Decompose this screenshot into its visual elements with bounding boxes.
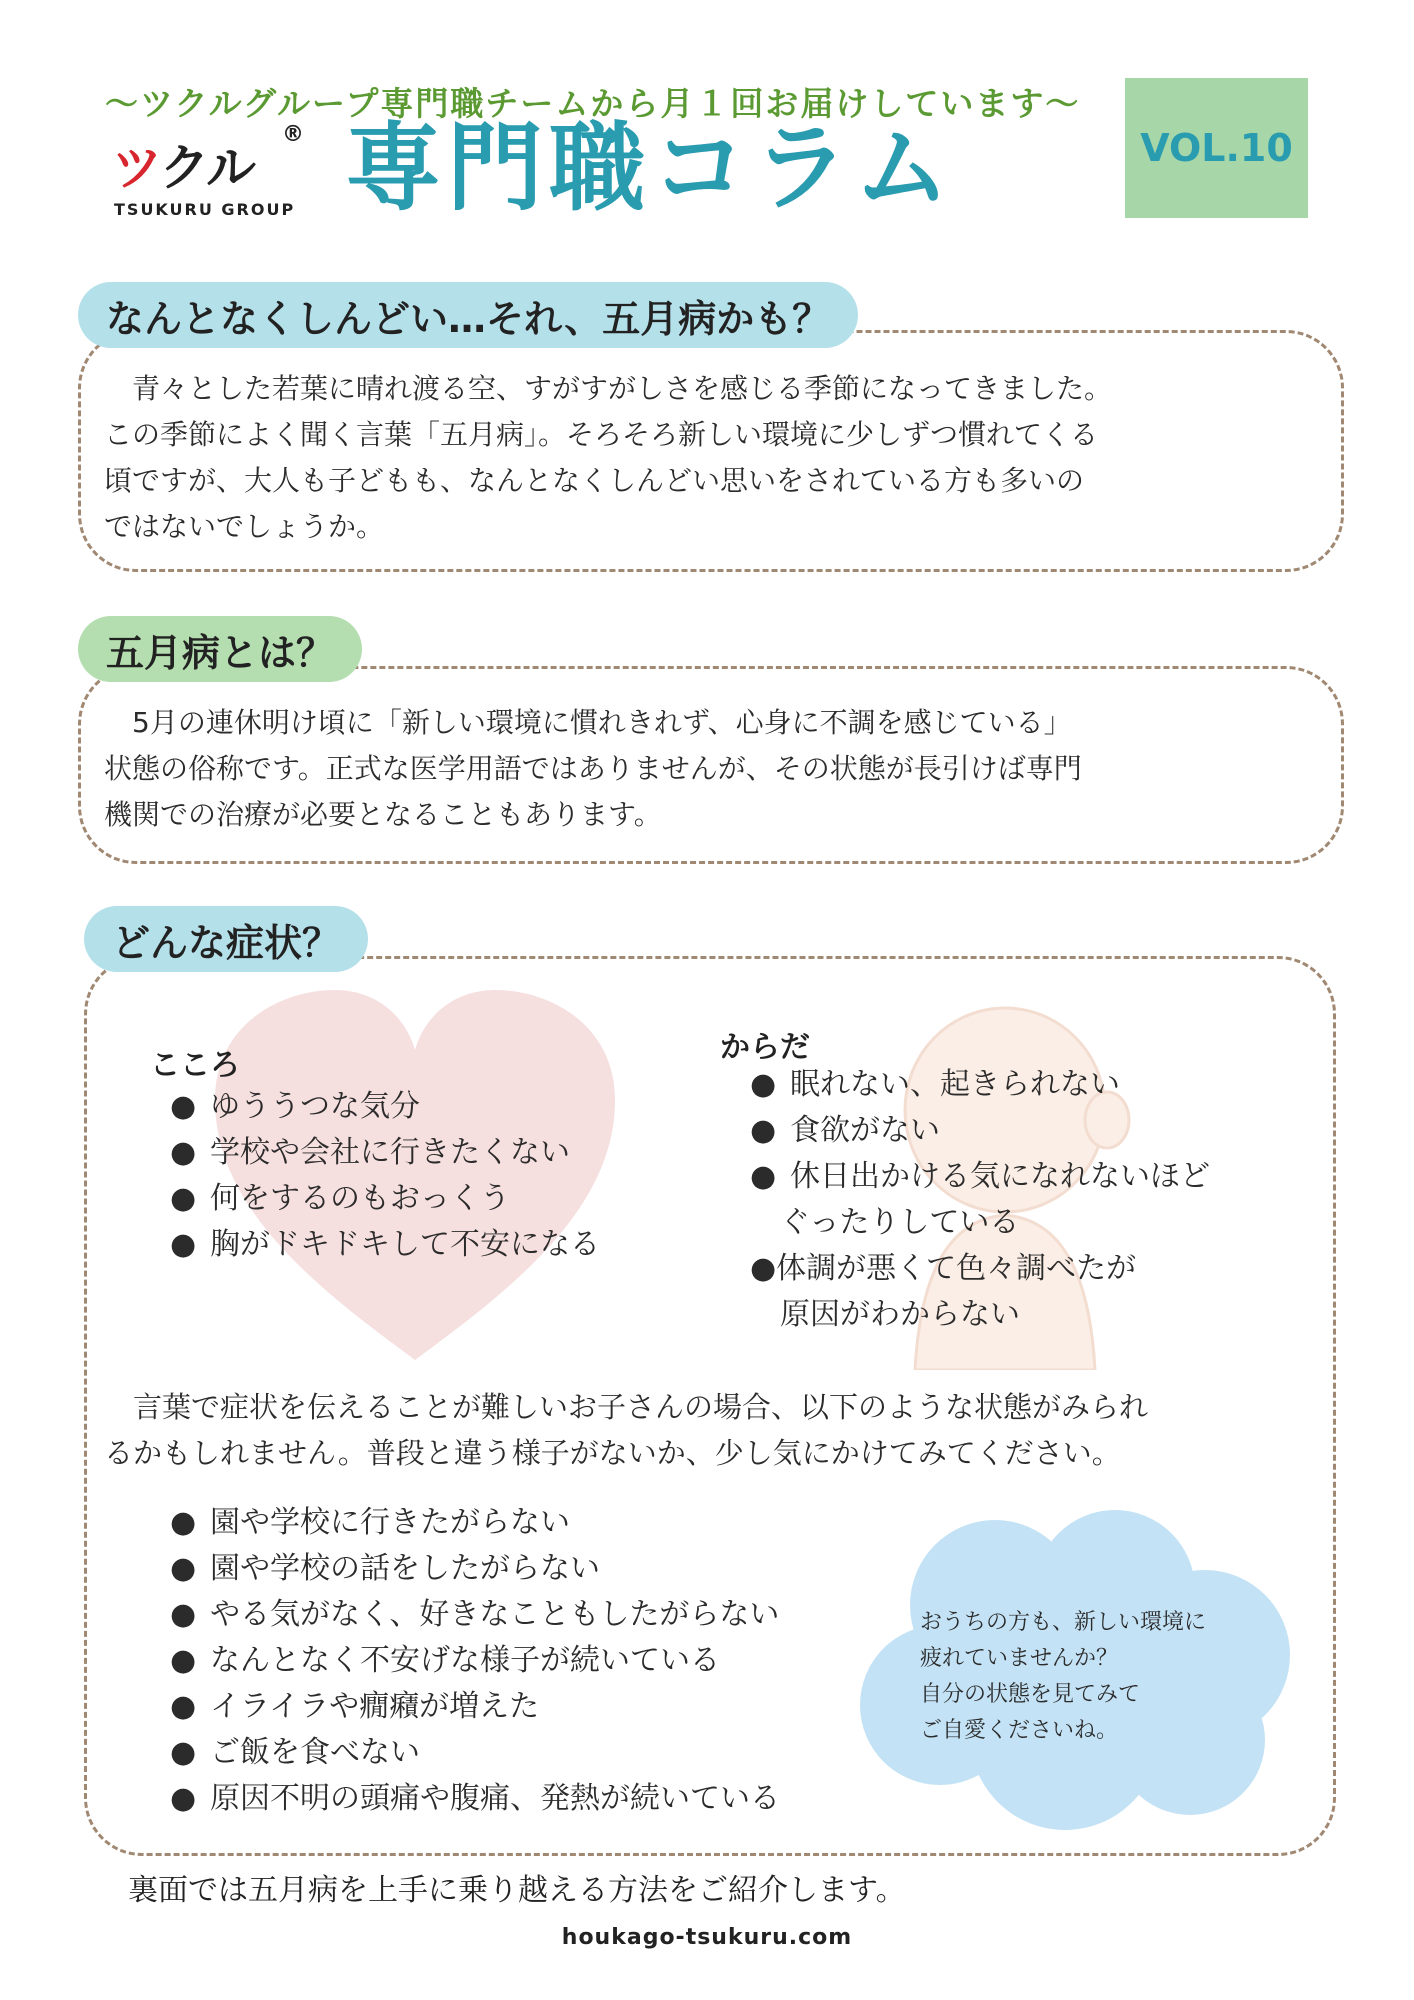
bullet-icon: ● — [170, 1597, 197, 1632]
cloud-message — [920, 1605, 1206, 1749]
list-item-continuation: 原因がわからない — [780, 1297, 1020, 1332]
list-item: ●体調が悪くて色々調べたが — [750, 1251, 1137, 1286]
list-item: ● 原因不明の頭痛や腹痛、発熱が続いている — [170, 1776, 780, 1822]
bullet-icon: ● — [170, 1181, 197, 1216]
volume-badge: VOL.10 — [1125, 78, 1308, 218]
cloud-line: 疲れていませんか？ — [920, 1646, 1119, 1671]
list-item: ● 胸がドキドキして不安になる — [170, 1222, 600, 1268]
bullet-icon: ● — [170, 1227, 197, 1262]
intro-line: ではないでしょうか。 — [104, 510, 385, 543]
bullet-icon: ● — [170, 1735, 197, 1770]
list-item: ● ゆううつな気分 — [170, 1084, 600, 1130]
list-item: ● やる気がなく、好きなこともしたがらない — [170, 1592, 780, 1638]
list-item: ● ご飯を食べない — [170, 1730, 780, 1776]
list-item: ● 何をするのもおっくう — [170, 1176, 600, 1222]
child-intro-line: 言葉で症状を伝えることが難しいお子さんの場合、以下のような状態がみられ — [104, 1390, 1149, 1424]
bullet-icon: ● — [170, 1135, 197, 1170]
footer-note: 裏面では五月病を上手に乗り越える方法をご紹介します。 — [128, 1873, 906, 1908]
cloud-line: ご自愛くださいね。 — [920, 1718, 1119, 1743]
list-item: ● 園や学校の話をしたがらない — [170, 1546, 780, 1592]
page-title: 専門職コラム — [345, 112, 957, 224]
body-list — [750, 1062, 1210, 1338]
intro-heading: なんとなくしんどい…それ、五月病かも？ — [78, 282, 858, 348]
bullet-icon: ● — [170, 1689, 197, 1724]
bullet-icon: ● — [170, 1781, 197, 1816]
intro-line: 頃ですが、大人も子どもも、なんとなくしんどい思いをされている方も多いの — [104, 464, 1085, 497]
intro-paragraph — [104, 366, 1329, 550]
bullet-icon: ● — [170, 1551, 197, 1586]
intro-line: 青々とした若葉に晴れ渡る空、すがすがしさを感じる季節になってきました。 — [104, 372, 1113, 405]
symptoms-heading: どんな症状？ — [84, 906, 368, 972]
logo-mark-black: クル — [159, 139, 254, 197]
definition-paragraph — [104, 700, 1329, 838]
bullet-icon: ● — [170, 1643, 197, 1678]
bullet-icon: ● — [170, 1089, 197, 1124]
definition-heading: 五月病とは？ — [78, 616, 362, 682]
body-title: からだ — [720, 1030, 810, 1065]
definition-line: 5月の連休明け頃に「新しい環境に慣れきれず、心身に不調を感じている」 — [104, 706, 1072, 739]
list-item-continuation: ぐったりしている — [780, 1205, 1020, 1240]
tsukuru-logo — [112, 122, 312, 228]
list-item: ● 学校や会社に行きたくない — [170, 1130, 600, 1176]
bullet-icon: ● — [170, 1505, 197, 1540]
definition-line: 状態の俗称です。正式な医学用語ではありませんが、その状態が長引けば専門 — [104, 752, 1082, 785]
list-item: ● 眠れない、起きられない — [750, 1062, 1210, 1108]
bullet-icon: ● — [750, 1159, 777, 1194]
list-item: ● 園や学校に行きたがらない — [170, 1500, 780, 1546]
child-intro-paragraph — [104, 1384, 1329, 1476]
cloud-line: おうちの方も、新しい環境に — [920, 1610, 1207, 1635]
cloud-line: 自分の状態を見てみて — [920, 1682, 1141, 1707]
bullet-icon: ● — [750, 1067, 777, 1102]
logo-subtitle: TSUKURU GROUP — [114, 200, 296, 219]
child-signs-list — [170, 1500, 780, 1822]
list-item: ● イライラや癇癪が増えた — [170, 1684, 780, 1730]
mind-list — [170, 1084, 600, 1268]
intro-line: この季節によく聞く言葉「五月病」。そろそろ新しい環境に少しずつ慣れてくる — [104, 418, 1099, 451]
mind-title: こころ — [150, 1048, 240, 1083]
definition-line: 機関での治療が必要となることもあります。 — [104, 798, 662, 831]
registered-mark: ® — [282, 122, 304, 147]
list-item: ● 休日出かける気になれないほど — [750, 1154, 1210, 1200]
list-item: ● 食欲がない — [750, 1108, 1210, 1154]
bullet-icon: ● — [750, 1113, 777, 1148]
header-tagline: 〜ツクルグループ専門職チームから月１回お届けしています〜 — [105, 84, 1081, 123]
list-item: ● なんとなく不安げな様子が続いている — [170, 1638, 780, 1684]
website-url[interactable]: houkago-tsukuru.com — [561, 1925, 853, 1950]
child-intro-line: るかもしれません。普段と違う様子がないか、少し気にかけてみてください。 — [104, 1436, 1121, 1470]
logo-mark-red: ツ — [112, 139, 160, 197]
